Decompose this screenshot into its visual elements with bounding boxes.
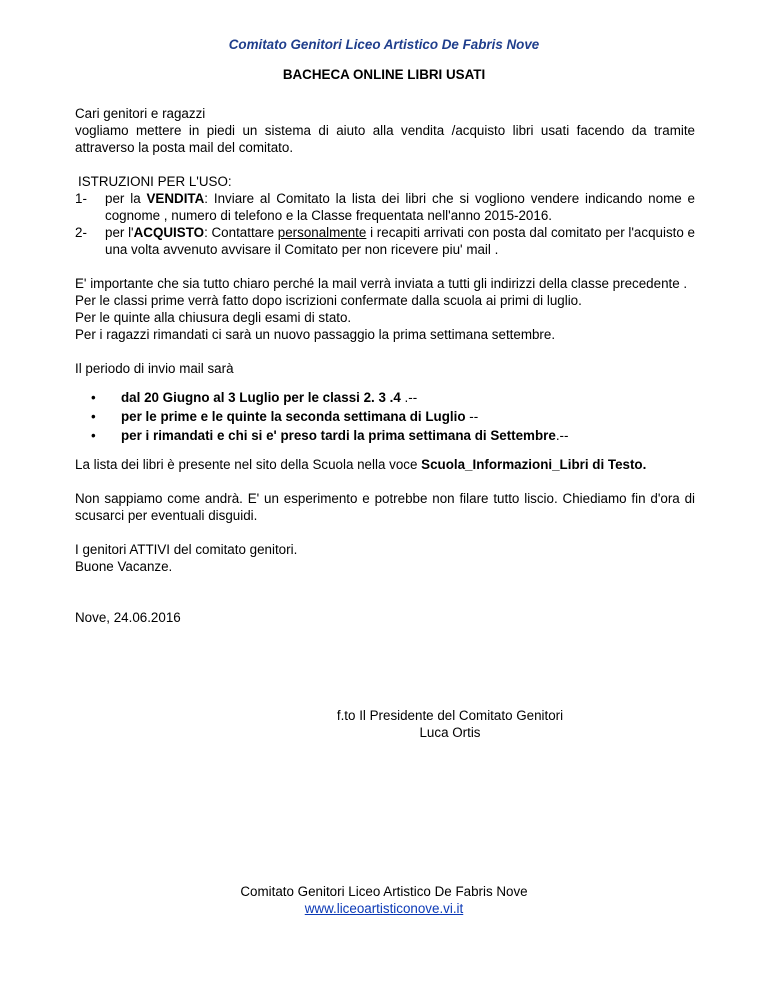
signature-title: f.to Il Presidente del Comitato Genitori [336, 708, 564, 723]
instruction-text: per la VENDITA: Inviare al Comitato la lista dei libri che si vogliono vendere indicando nome e cognome , numero di telefono e la Classe frequentata nell'anno 2015-2016. [105, 191, 695, 223]
instructions-heading: ISTRUZIONI PER L'USO: [78, 174, 232, 189]
notes-line: Per i ragazzi rimandati ci sarà un nuovo passaggio la prima settimana settembre. [75, 327, 556, 342]
period-list [75, 388, 695, 445]
place-date: Nove, 24.06.2016 [75, 610, 181, 625]
list-info: La lista dei libri è presente nel sito della Scuola nella voce Scuola_Informazioni_Libri di Testo. [75, 457, 647, 472]
signature-name: Luca Ortis [419, 725, 481, 740]
notes-line: Per le classi prime verrà fatto dopo iscrizioni confermate dalla scuola ai primi di luglio. [75, 293, 582, 308]
document-body [75, 105, 695, 626]
instruction-item-acquisto [75, 224, 695, 258]
bullet-icon: • [91, 428, 96, 443]
signature-block [300, 707, 600, 741]
notes-line: Per le quinte alla chiusura degli esami di stato. [75, 310, 352, 325]
closing-line: I genitori ATTIVI del comitato genitori. [75, 542, 298, 557]
intro-paragraph: vogliamo mettere in piedi un sistema di aiuto alla vendita /acquisto libri usati facendo da tramite attraverso la posta mail del comitato. [75, 123, 695, 155]
closing-line: Buone Vacanze. [75, 559, 173, 574]
list-item: • per i rimandati e chi si e' preso tardi la prima settimana di Settembre.-- [75, 426, 695, 445]
instruction-number: 1- [75, 191, 87, 206]
vendita-keyword: VENDITA [146, 191, 205, 206]
list-item: • dal 20 Giugno al 3 Luglio per le classi 2. 3 .4 .-- [75, 388, 695, 407]
greeting: Cari genitori e ragazzi [75, 106, 206, 121]
instruction-text: per l'ACQUISTO: Contattare personalmente i recapiti arrivati con posta dal comitato per l'acquisto e una volta avvenuto avvisare il Comitato per non ricevere piu' mail . [105, 225, 695, 257]
footer-org: Comitato Genitori Liceo Artistico De Fabris Nove [240, 884, 528, 899]
disclaimer: Non sappiamo come andrà. E' un esperimento e potrebbe non filare tutto liscio. Chiediamo fin d'ora di scusarci per eventuali disguidi. [75, 491, 695, 523]
page-footer [0, 883, 768, 917]
list-item: • per le prime e le quinte la seconda settimana di Luglio -- [75, 407, 695, 426]
notes-line: E' importante che sia tutto chiaro perché la mail verrà inviata a tutti gli indirizzi della classe precedente . [75, 276, 688, 291]
footer-website-link[interactable]: www.liceoartisticonove.vi.it [304, 901, 464, 916]
document-title: BACHECA ONLINE LIBRI USATI [282, 67, 486, 82]
instruction-number: 2- [75, 225, 87, 240]
page-header: Comitato Genitori Liceo Artistico De Fabris Nove [228, 37, 540, 52]
bullet-icon: • [91, 409, 96, 424]
instruction-item-vendita [75, 190, 695, 224]
bullet-icon: • [91, 390, 96, 405]
acquisto-keyword: ACQUISTO [133, 225, 205, 240]
personalmente-underlined: personalmente [277, 225, 367, 240]
period-intro: Il periodo di invio mail sarà [75, 361, 234, 376]
school-section-path: Scuola_Informazioni_Libri di Testo. [421, 457, 647, 472]
